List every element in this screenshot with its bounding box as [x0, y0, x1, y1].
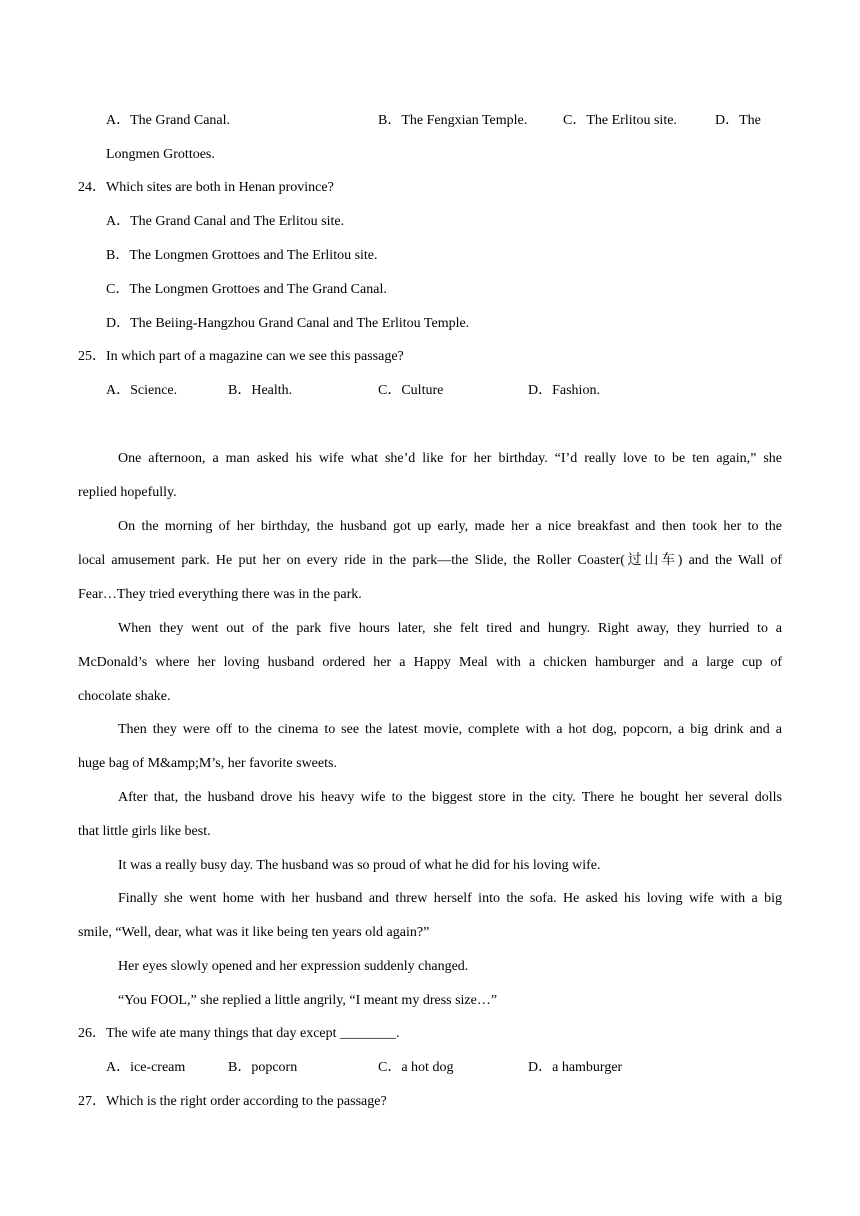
passage-p2-line3: Fear…They tried everything there was in the park.	[78, 587, 362, 602]
passage-p9-line1: “You FOOL,” she replied a little angrily, “I meant my dress size…”	[118, 993, 498, 1008]
passage-p1-line2: replied hopefully.	[78, 485, 177, 500]
q26-question: 26．The wife ate many things that day except ________.	[78, 1026, 400, 1041]
q24-option-a: A．The Grand Canal and The Erlitou site.	[106, 214, 345, 229]
q26-option-a: A．ice-cream	[106, 1060, 186, 1075]
q23-option-c: C．The Erlitou site.	[563, 113, 677, 128]
passage-p7-line2: smile, “Well, dear, what was it like being ten years old again?”	[78, 925, 430, 940]
q23-option-d-continued: Longmen Grottoes.	[106, 147, 215, 162]
passage-p7-line1: Finally she went home with her husband and threw herself into the sofa. He asked his loving wife with a big	[118, 891, 782, 906]
q23-option-b: B．The Fengxian Temple.	[378, 113, 528, 128]
passage-p3-line2: McDonald’s where her loving husband ordered her a Happy Meal with a chicken hamburger and a large cup of	[78, 655, 782, 670]
q26-option-d: D．a hamburger	[528, 1060, 623, 1075]
q25-option-c: C．Culture	[378, 383, 444, 398]
passage-p3-line3: chocolate shake.	[78, 689, 171, 704]
q26-option-b: B．popcorn	[228, 1060, 298, 1075]
q24-option-b: B．The Longmen Grottoes and The Erlitou site.	[106, 248, 378, 263]
passage-p1-line1: One afternoon, a man asked his wife what she’d like for her birthday. “I’d really love to be ten again,” she	[118, 451, 782, 466]
q25-option-d: D．Fashion.	[528, 383, 600, 398]
passage-p6-line1: It was a really busy day. The husband was so proud of what he did for his loving wife.	[118, 858, 601, 873]
passage-p3-line1: When they went out of the park five hours later, she felt tired and hungry. Right away, they hurried to a	[118, 621, 782, 636]
passage-p8-line1: Her eyes slowly opened and her expression suddenly changed.	[118, 959, 469, 974]
passage-p5-line1: After that, the husband drove his heavy wife to the biggest store in the city. There he bought her several dolls	[118, 790, 782, 805]
q24-option-d: D．The Beiing-Hangzhou Grand Canal and The Erlitou Temple.	[106, 316, 470, 331]
passage-p2-line1: On the morning of her birthday, the husband got up early, made her a nice breakfast and then took her to the	[118, 519, 782, 534]
q27-question: 27．Which is the right order according to the passage?	[78, 1094, 387, 1109]
q23-option-d: D．The	[715, 113, 761, 128]
passage-p5-line2: that little girls like best.	[78, 824, 211, 839]
passage-p2-line2: local amusement park. He put her on every ride in the park—the Slide, the Roller Coaster(过山车) and the Wall of	[78, 553, 782, 568]
q26-option-c: C．a hot dog	[378, 1060, 454, 1075]
q23-option-a: A．The Grand Canal.	[106, 113, 231, 128]
q25-question: 25．In which part of a magazine can we see this passage?	[78, 349, 404, 364]
q25-option-b: B．Health.	[228, 383, 293, 398]
q24-question: 24．Which sites are both in Henan province?	[78, 180, 334, 195]
passage-p4-line2: huge bag of M&amp;M’s, her favorite sweets.	[78, 756, 337, 771]
passage-p4-line1: Then they were off to the cinema to see the latest movie, complete with a hot dog, popcorn, a big drink and a	[118, 722, 782, 737]
q24-option-c: C．The Longmen Grottoes and The Grand Canal.	[106, 282, 387, 297]
q25-option-a: A．Science.	[106, 383, 178, 398]
